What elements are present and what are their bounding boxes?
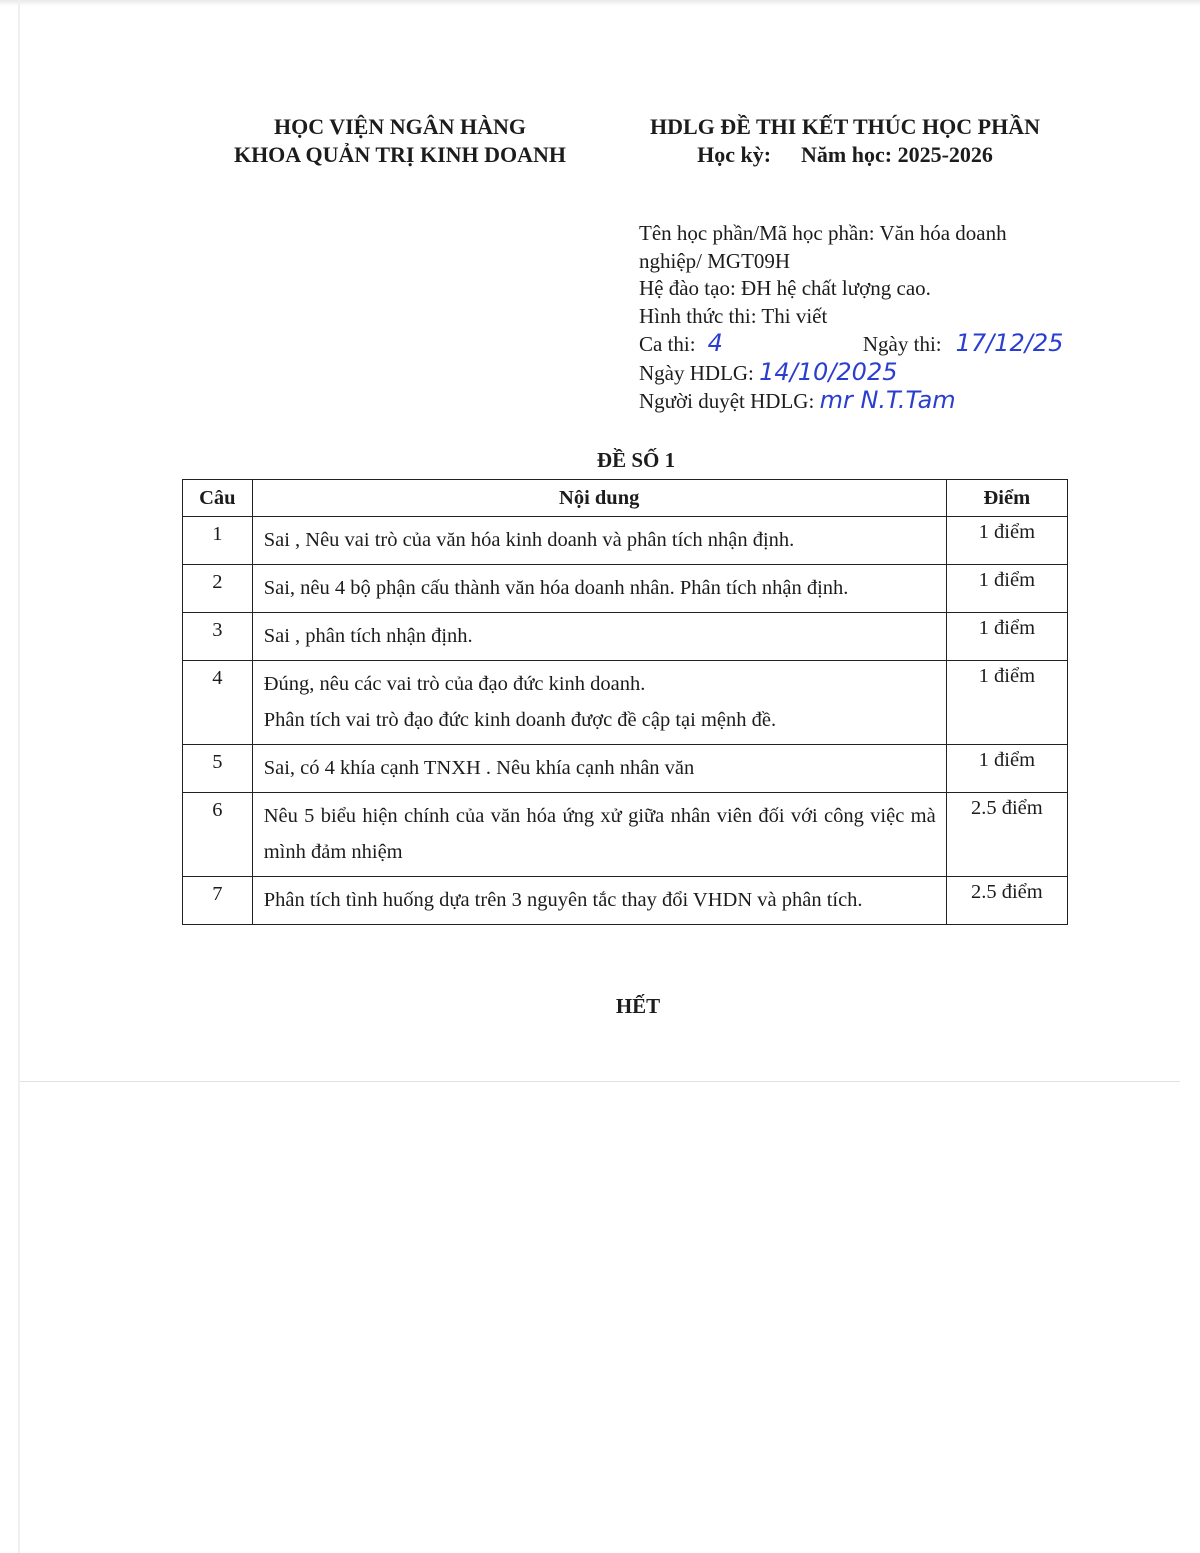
document-header — [620, 113, 1070, 169]
answer-content-line: Sai, nêu 4 bộ phận cấu thành văn hóa doanh nhân. Phân tích nhận định. — [263, 577, 849, 599]
answer-content-line: Nêu 5 biểu hiện chính của văn hóa ứng xử giữa nhân viên đối với công việc mà mình đảm nhiệm — [263, 805, 936, 863]
header-question: Câu — [183, 480, 253, 517]
question-points: 1 điểm — [946, 565, 1067, 613]
table-row — [183, 565, 1068, 613]
answer-content-line: Phân tích vai trò đạo đức kinh doanh được đề cập tại mệnh đề. — [263, 709, 777, 731]
table-row — [183, 517, 1068, 565]
question-number: 7 — [183, 877, 253, 925]
question-number: 4 — [183, 661, 253, 745]
academic-year: Năm học: 2025-2026 — [801, 142, 993, 167]
answer-content — [252, 877, 946, 925]
question-number: 5 — [183, 745, 253, 793]
header-content: Nội dung — [252, 480, 946, 517]
course-line-1: Tên học phần/Mã học phần: Văn hóa doanh — [639, 221, 1007, 245]
header-points: Điểm — [946, 480, 1067, 517]
term-line — [620, 141, 1070, 169]
table-row — [183, 613, 1068, 661]
answer-content — [252, 661, 946, 745]
answer-content-line: Phân tích tình huống dựa trên 3 nguyên tắc thay đổi VHDN và phân tích. — [263, 889, 863, 911]
exam-code: ĐỀ SỐ 1 — [596, 448, 676, 472]
training-system: Hệ đào tạo: ĐH hệ chất lượng cao. — [639, 276, 931, 300]
answer-content — [252, 745, 946, 793]
answer-content-line: Sai, có 4 khía cạnh TNXH . Nêu khía cạnh nhân văn — [263, 757, 695, 779]
question-points: 1 điểm — [946, 661, 1067, 745]
guide-date-label: Ngày HDLG: — [639, 360, 754, 385]
table-row — [183, 793, 1068, 877]
question-number: 3 — [183, 613, 253, 661]
exam-date-handwritten-value: 17/12/25 — [955, 329, 1064, 357]
question-points: 1 điểm — [946, 517, 1067, 565]
question-number: 1 — [183, 517, 253, 565]
exam-form: Hình thức thi: Thi viết — [639, 303, 828, 328]
shift-label: Ca thi: — [639, 332, 696, 356]
exam-info-block — [639, 220, 1069, 416]
guide-date-handwritten-value: 14/10/2025 — [759, 357, 898, 386]
document-title: HDLG ĐỀ THI KẾT THÚC HỌC PHẦN — [650, 114, 1040, 139]
scan-fold-line — [20, 1081, 1180, 1082]
answer-content — [252, 565, 946, 613]
answer-content-line: Sai , phân tích nhận định. — [263, 625, 473, 647]
shift-date-row — [639, 330, 1069, 359]
question-points: 1 điểm — [946, 613, 1067, 661]
exam-date-label: Ngày thi: — [862, 332, 942, 356]
course-line-2: nghiệp/ MGT09H — [639, 248, 791, 273]
guide-date-row — [639, 359, 1069, 388]
approver-signature: mr N.T.Tam — [819, 386, 956, 414]
question-number: 2 — [183, 565, 253, 613]
answer-content — [252, 613, 946, 661]
term-label: Học kỳ: — [697, 142, 772, 167]
institution-name: HỌC VIỆN NGÂN HÀNG — [273, 114, 526, 139]
scan-edge-top — [0, 0, 1200, 6]
shift-handwritten-value: 4 — [707, 329, 723, 357]
question-points: 2.5 điểm — [946, 877, 1067, 925]
faculty-name: KHOA QUẢN TRỊ KINH DOANH — [233, 142, 567, 167]
answer-content — [252, 517, 946, 565]
question-points: 1 điểm — [946, 745, 1067, 793]
end-marker: HẾT — [615, 994, 661, 1018]
institution-header — [205, 113, 595, 169]
question-number: 6 — [183, 793, 253, 877]
table-row — [183, 877, 1068, 925]
table-body — [183, 517, 1068, 925]
scan-edge-left — [18, 0, 20, 1553]
approver-row — [639, 387, 1069, 416]
answer-guide-table — [182, 479, 1068, 925]
approver-label: Người duyệt HDLG: — [639, 389, 815, 413]
table-row — [183, 745, 1068, 793]
answer-content-line: Sai , Nêu vai trò của văn hóa kinh doanh và phân tích nhận định. — [263, 529, 795, 551]
table-header-row — [183, 480, 1068, 517]
answer-content-line: Đúng, nêu các vai trò của đạo đức kinh doanh. — [263, 673, 646, 695]
answer-content — [252, 793, 946, 877]
question-points: 2.5 điểm — [946, 793, 1067, 877]
table-row — [183, 661, 1068, 745]
